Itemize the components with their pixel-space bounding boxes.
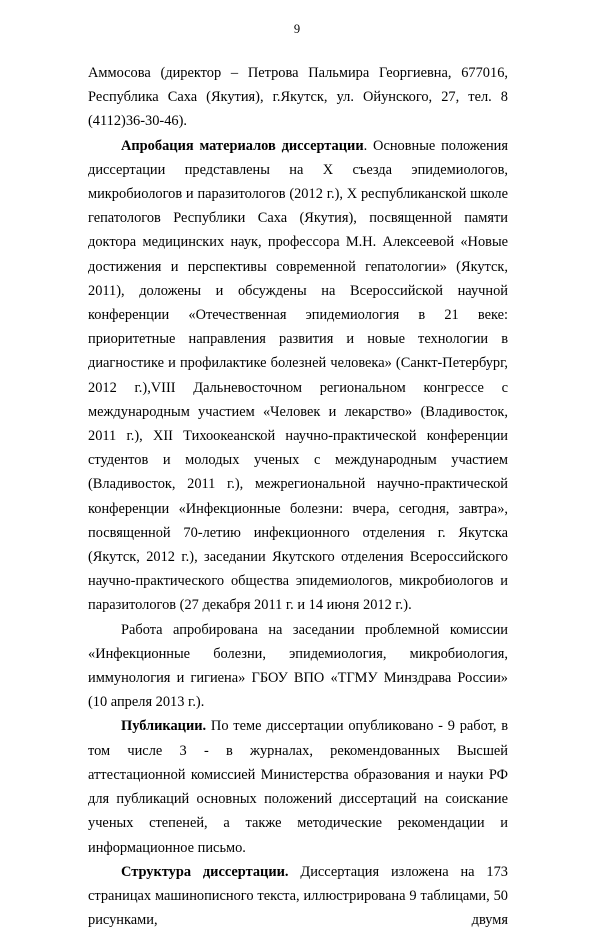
paragraph-text: Диссертация изложена на 173 страницах машинописного текста, иллюстрирована 9 таблицами, 50 рисунками, двумя <box>88 863 508 929</box>
paragraph-approbation <box>88 134 508 618</box>
paragraph-heading: Апробация материалов диссертации <box>121 137 364 154</box>
paragraph-text: . Основные положения диссертации представлены на X съезда эпидемиологов, микробиологов и паразитологов (2012 г.), X республиканской школе гепатологов Республики Саха (Якутия), посвященной памяти доктора медицинских наук, профессора М.Н. Алексеевой «Новые достижения и перспективы современной гепатологии» (Якутск, 2011), доложены и обсуждены на Всероссийской научной конференции «Отечественная эпидемиология в 21 веке: приоритетные направления развития и новые технологии в диагностике и профилактике болезней человека» (Санкт-Петербург, 2012 г.),VIII Дальневосточном региональном конгрессе с международным участием «Человек и лекарство» (Владивосток, 2011 г.), XII Тихоокеанской научно-практической конференции студентов и молодых ученых с международным участием (Владивосток, 2011 г.), межрегиональной научно-практической конференции «Инфекционные болезни: вчера, сегодня, завтра», посвященной 70-летию инфекционного отделения г. Якутска (Якутск, 2012 г.), заседании Якутского отделения Всероссийского научно-практического общества эпидемиологов, микробиологов и паразитологов (27 декабря 2011 г. и 14 июня 2012 г.). <box>88 137 508 614</box>
paragraph-heading: Публикации. <box>121 718 207 735</box>
paragraph-structure <box>88 860 508 932</box>
paragraph-heading: Структура диссертации. <box>121 863 289 880</box>
paragraph-text: По теме диссертации опубликовано - 9 работ, в том числе 3 - в журналах, рекомендованных Высшей аттестационной комиссией Министерства образования и науки РФ для публикаций основных положений диссертаций на соискание ученых степеней, а также методические рекомендации и информационное письмо. <box>88 718 508 856</box>
paragraph-affiliation-end <box>88 61 508 134</box>
document-body <box>88 61 508 932</box>
paragraph-text: Аммосова (директор – Петрова Пальмира Георгиевна, 677016, Республика Саха (Якутия), г.Якутск, ул. Ойунского, 27, тел. 8 (4112)36-30-46). <box>88 65 508 130</box>
page-number: 9 <box>293 22 301 36</box>
paragraph-commission <box>88 618 508 715</box>
paragraph-publications <box>88 714 508 859</box>
paragraph-text: Работа апробирована на заседании проблемной комиссии «Инфекционные болезни, эпидемиология, микробиология, иммунология и гигиена» ГБОУ ВПО «ТГМУ Минздрава России» (10 апреля 2013 г.). <box>88 621 508 711</box>
